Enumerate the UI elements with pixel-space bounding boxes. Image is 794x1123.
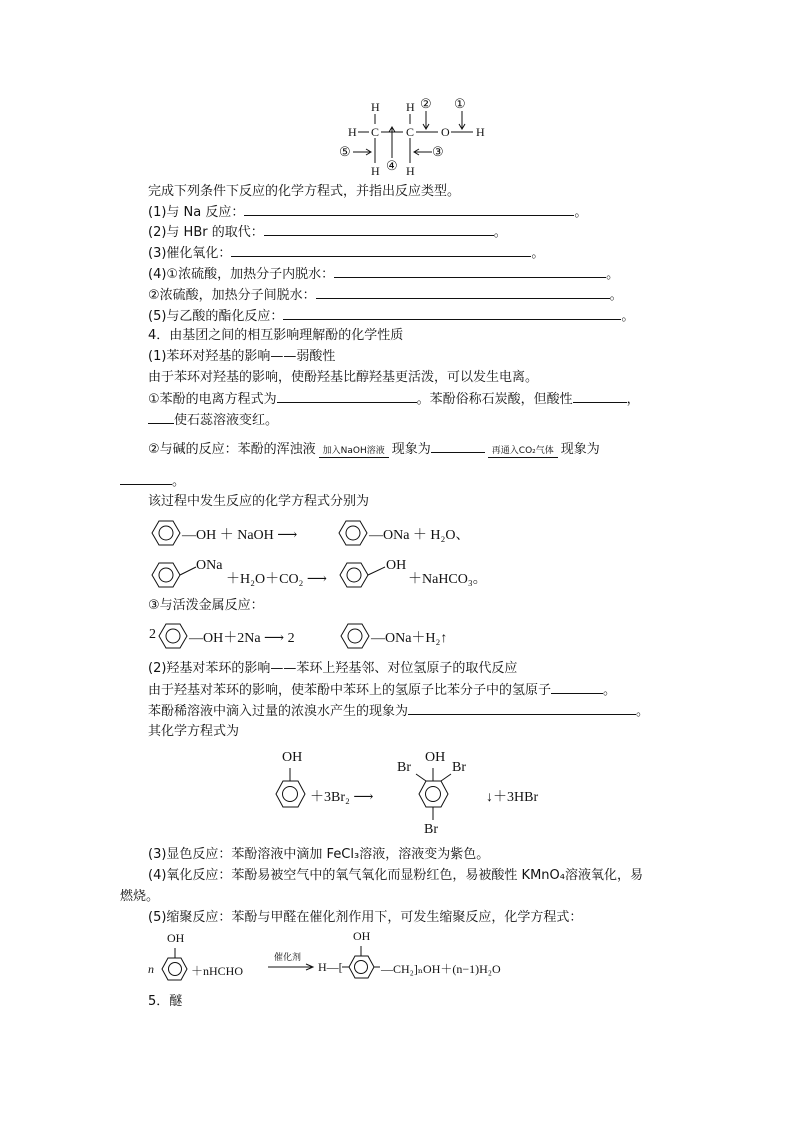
subsection-3: (3)显色反应：苯酚溶液中滴加 FeCl₃溶液，溶液变为紫色。 — [148, 847, 490, 862]
equation-3-middle: —OH＋2Na ⟶ 2 — [189, 631, 295, 646]
atom-c2: C — [406, 125, 415, 139]
point-2: ②与碱的反应：苯酚的浑浊液 加入NaOH溶液 现象为 再通入CO₂气体 现象为 — [148, 442, 600, 457]
atom-h-top-1: H — [371, 100, 380, 114]
atom-h-right: H — [476, 125, 485, 139]
equation-2-product-oh: OH — [386, 558, 407, 573]
equation-5-middle: ＋nHCHO — [191, 964, 244, 978]
question-4b: ②浓硫酸，加热分子间脱水： 。 — [148, 288, 623, 303]
equation-5-catalyst: 催化剂 — [274, 952, 302, 962]
equation-4-end: ↓＋3HBr — [486, 790, 539, 805]
question-3: (3)催化氧化： 。 — [148, 246, 545, 261]
equation-5-product: H—[ — [318, 960, 343, 974]
question-5: (5)与乙酸的酯化反应： 。 — [148, 309, 635, 324]
equation-4-br-bottom: Br — [424, 822, 438, 837]
equation-2-substituent: ONa — [196, 558, 223, 573]
atom-c1: C — [371, 125, 380, 139]
subsection-4: (4)氧化反应：苯酚易被空气中的氧气氧化而显粉红色，易被酸性 KMnO₄溶液氧化，易 — [148, 868, 643, 883]
equation-1-left: —OH ＋ NaOH ⟶ — [182, 528, 298, 543]
point-3: ③与活泼金属反应： — [148, 598, 264, 613]
equation-1-right: —ONa ＋ H₂O、 — [369, 528, 470, 543]
marker-2: ② — [420, 96, 432, 111]
point-1-continued: 使石蕊溶液变红。 — [148, 411, 278, 430]
point-2-continued: 。 — [120, 472, 185, 491]
arrow-add-co2: 再通入CO₂气体 — [488, 446, 558, 458]
intro-line: 完成下列条件下反应的化学方程式，并指出反应类型。 — [148, 184, 461, 199]
equation-intro: 其化学方程式为 — [148, 724, 240, 739]
section-4-heading: 4．由基团之间的相互影响理解酚的化学性质 — [148, 328, 404, 343]
atom-h-left: H — [348, 125, 357, 139]
equation-4-oh-2: OH — [425, 750, 446, 765]
atom-o: O — [441, 125, 450, 139]
equation-4-br-right: Br — [452, 760, 466, 775]
atom-h-bottom-1: H — [371, 164, 380, 178]
subsection-4-continued: 燃烧。 — [120, 889, 160, 904]
section-5-heading: 5．醚 — [148, 994, 183, 1009]
marker-3: ③ — [432, 144, 444, 159]
equation-2-middle: ＋H₂O＋CO₂ ⟶ — [226, 572, 328, 587]
point-2-equations-intro: 该过程中发生反应的化学方程式分别为 — [148, 494, 370, 509]
equation-4-oh-1: OH — [282, 750, 303, 765]
marker-5: ⑤ — [339, 144, 351, 159]
subsection-1-text: 由于苯环对羟基的影响，使酚羟基比醇羟基更活泼，可以发生电离。 — [148, 370, 539, 385]
equation-2-end: ＋NaHCO₃。 — [408, 572, 487, 587]
equation-5-oh-1: OH — [167, 931, 185, 945]
subsection-2-text: 由于羟基对苯环的影响，使苯酚中苯环上的氢原子比苯分子中的氢原子 。 — [148, 683, 617, 698]
subsection-1: (1)苯环对羟基的影响——弱酸性 — [148, 349, 336, 364]
point-1: ①苯酚的电离方程式为 。苯酚俗称石炭酸，但酸性 ， — [148, 392, 640, 407]
equation-5-tail: —CH₂]ₙOH＋(n−1)H₂O — [381, 962, 501, 976]
question-2: (2)与 HBr 的取代： 。 — [148, 225, 507, 240]
equation-5-n: n — [148, 962, 154, 976]
question-1: (1)与 Na 反应： 。 — [148, 205, 588, 220]
bromine-water-line: 苯酚稀溶液中滴入过量的浓溴水产生的现象为 。 — [148, 704, 650, 719]
question-4a: (4)①浓硫酸，加热分子内脱水： 。 — [148, 267, 620, 282]
atom-h-bottom-2: H — [406, 164, 415, 178]
subsection-2: (2)羟基对苯环的影响——苯环上羟基邻、对位氢原子的取代反应 — [148, 661, 518, 676]
equation-4-br-left: Br — [397, 760, 411, 775]
arrow-add-naoh: 加入NaOH溶液 — [319, 446, 389, 458]
marker-4: ④ — [386, 158, 398, 173]
subsection-5: (5)缩聚反应：苯酚与甲醛在催化剂作用下，可发生缩聚反应，化学方程式： — [148, 910, 583, 925]
equation-3-coefficient: 2 — [149, 627, 156, 642]
equation-5-oh-2: OH — [353, 929, 371, 943]
atom-h-top-2: H — [406, 100, 415, 114]
equation-4-middle: ＋3Br₂ ⟶ — [310, 790, 374, 805]
marker-1: ① — [454, 96, 466, 111]
equation-3-end: —ONa＋H₂↑ — [371, 631, 448, 646]
